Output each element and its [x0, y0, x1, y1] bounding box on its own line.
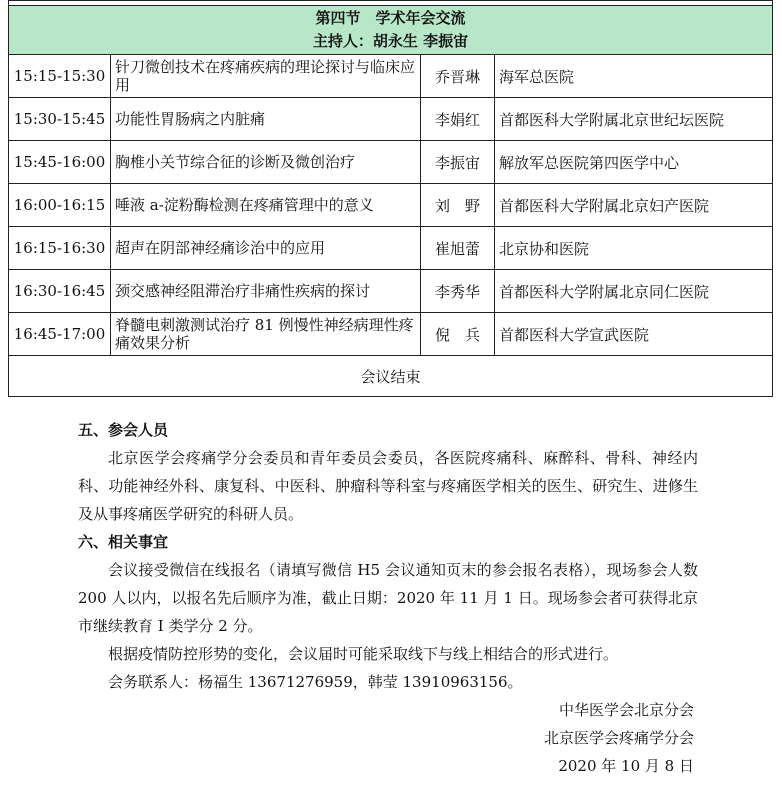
- topic-cell: 超声在阴部神经痛诊治中的应用: [111, 227, 421, 270]
- hospital-cell: 首都医科大学宣武医院: [495, 313, 773, 356]
- table-row: [9, 55, 773, 98]
- time-cell: 15:15-15:30: [9, 55, 111, 98]
- table-row: [9, 141, 773, 184]
- section-header-row: [9, 6, 773, 55]
- speaker-cell: 崔旭蕾: [421, 227, 495, 270]
- time-cell: 16:45-17:00: [9, 313, 111, 356]
- speaker-cell: 乔晋琳: [421, 55, 495, 98]
- speaker-cell: 刘 野: [421, 184, 495, 227]
- meeting-end-text: 会议结束: [9, 356, 773, 397]
- schedule-table: [8, 0, 773, 397]
- meeting-end-row: [9, 356, 773, 397]
- hospital-cell: 首都医科大学附属北京同仁医院: [495, 270, 773, 313]
- attendees-text: 北京医学会疼痛学分会委员和青年委员会委员，各医院疼痛科、麻醉科、骨科、神经内科、功能神经外科、康复科、中医科、肿瘤科等科室与疼痛医学相关的医生、研究生、进修生及从事疼痛医学研究的科研人员。: [78, 449, 698, 523]
- signature-org-1: 中华医学会北京分会: [558, 701, 694, 719]
- time-cell: 15:30-15:45: [9, 98, 111, 141]
- time-cell: 16:30-16:45: [9, 270, 111, 313]
- topic-cell: 胸椎小关节综合征的诊断及微创治疗: [111, 141, 421, 184]
- speaker-cell: 李娟红: [421, 98, 495, 141]
- signature-date: 2020 年 10 月 8 日: [558, 757, 694, 775]
- registration-paragraph: 会议接受微信在线报名（请填写微信 H5 会议通知页末的参会报名表格），现场参会人数 200 人以内，以报名先后顺序为准，截止日期：2020 年 11 月 1 日。现场参会者可获得北京市继续教育 I 类学分 2 分。: [78, 561, 698, 635]
- signature-org-2: 北京医学会疼痛学分会: [543, 729, 694, 747]
- format-paragraph: 根据疫情防控形势的变化，会议届时可能采取线下与线上相结合的形式进行。: [108, 645, 619, 663]
- hospital-cell: 北京协和医院: [495, 227, 773, 270]
- attendees-heading: 五、参会人员: [78, 421, 169, 439]
- speaker-cell: 李秀华: [421, 270, 495, 313]
- time-cell: 15:45-16:00: [9, 141, 111, 184]
- hospital-cell: 解放军总医院第四医学中心: [495, 141, 773, 184]
- topic-cell: 颈交感神经阻滞治疗非痛性疾病的探讨: [111, 270, 421, 313]
- topic-cell: 功能性胃肠病之内脏痛: [111, 98, 421, 141]
- time-cell: 16:15-16:30: [9, 227, 111, 270]
- speaker-cell: 李振宙: [421, 141, 495, 184]
- table-row: [9, 227, 773, 270]
- notice-body: [78, 416, 698, 780]
- table-row: [9, 270, 773, 313]
- table-row: [9, 184, 773, 227]
- matters-heading: 六、相关事宜: [78, 533, 169, 551]
- speaker-cell: 倪 兵: [421, 313, 495, 356]
- topic-cell: 针刀微创技术在疼痛疾病的理论探讨与临床应用: [111, 55, 421, 98]
- section-host: 主持人：胡永生 李振宙: [312, 32, 469, 50]
- table-row: [9, 313, 773, 356]
- section-title: 第四节 学术年会交流: [315, 9, 466, 27]
- hospital-cell: 首都医科大学附属北京世纪坛医院: [495, 98, 773, 141]
- hospital-cell: 海军总医院: [495, 55, 773, 98]
- contact-paragraph: 会务联系人：杨福生 13671276959，韩莹 13910963156。: [108, 673, 523, 691]
- hospital-cell: 首都医科大学附属北京妇产医院: [495, 184, 773, 227]
- time-cell: 16:00-16:15: [9, 184, 111, 227]
- topic-cell: 唾液 a-淀粉酶检测在疼痛管理中的意义: [111, 184, 421, 227]
- table-row: [9, 98, 773, 141]
- topic-cell: 脊髓电刺激测试治疗 81 例慢性神经病理性疼痛效果分析: [111, 313, 421, 356]
